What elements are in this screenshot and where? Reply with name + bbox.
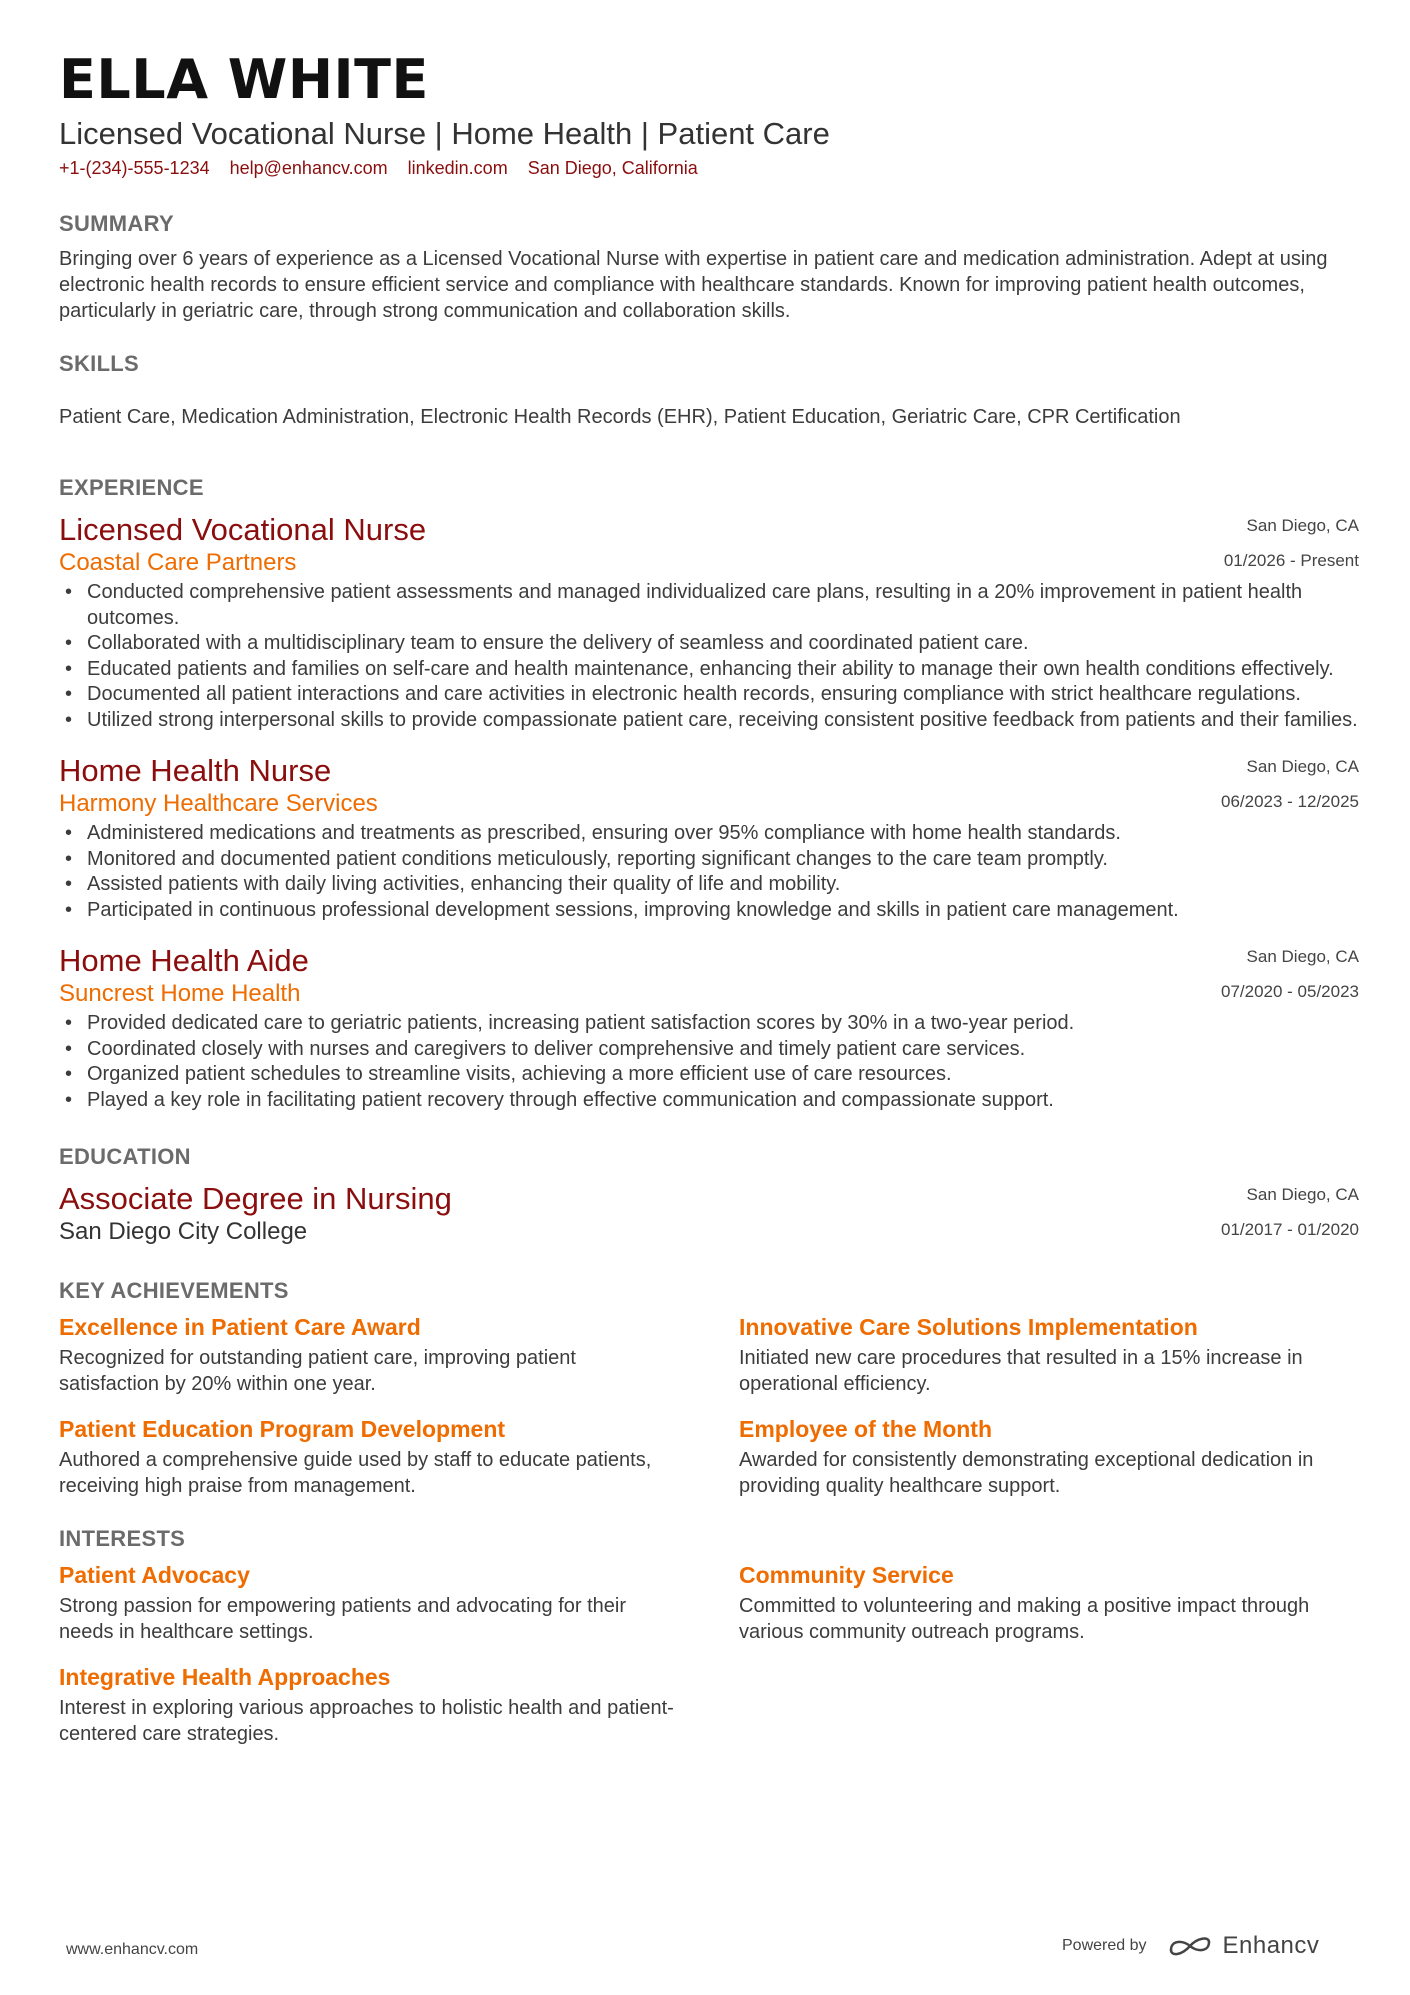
job-bullet: • Participated in continuous professional development sessions, improving knowledge and skills in patient care management. <box>59 898 1359 924</box>
interest-description: Interest in exploring various approaches to holistic health and patient-centered care strategies. <box>59 1697 674 1745</box>
experience-entry-header <box>59 943 1359 1009</box>
interest-description: Committed to volunteering and making a positive impact through various community outreach programs. <box>739 1595 1310 1643</box>
summary-title: SUMMARY <box>59 211 174 236</box>
summary-text: Bringing over 6 years of experience as a Licensed Vocational Nurse with expertise in patient care and medication administration. Adept at using electronic health records to ensure efficient service and compliance with healthcare standards. Known for improving patient health outcomes, particularly in geriatric care, through strong communication and collaboration skills. <box>59 248 1328 322</box>
education-entry <box>59 1181 1359 1247</box>
candidate-name: ELLA WHITE <box>59 48 429 111</box>
education-section <box>59 1143 1359 1247</box>
interests-column-left <box>59 1559 679 1747</box>
job-location: San Diego, CA <box>1246 947 1359 966</box>
education-dates: 01/2017 - 01/2020 <box>1220 1220 1359 1239</box>
interest-title: Patient Advocacy <box>59 1562 250 1588</box>
contact-info <box>59 156 1359 180</box>
interests-section <box>59 1525 1359 1747</box>
achievements-grid <box>59 1311 1359 1499</box>
job-bullet: • Monitored and documented patient conditions meticulously, reporting significant changes to the care team promptly. <box>59 847 1359 873</box>
achievement-title: Excellence in Patient Care Award <box>59 1314 421 1340</box>
achievement-item <box>59 1311 679 1397</box>
job-bullet: • Collaborated with a multidisciplinary team to ensure the delivery of seamless and coordinated patient care. <box>59 631 1359 657</box>
education-title: EDUCATION <box>59 1144 191 1169</box>
experience-title: EXPERIENCE <box>59 475 204 500</box>
experience-entry-header <box>59 512 1359 578</box>
education-entry-header <box>59 1181 1359 1247</box>
experience-section <box>59 474 1359 1113</box>
job-title: Home Health Nurse <box>59 753 332 788</box>
job-location: San Diego, CA <box>1246 757 1359 776</box>
interests-grid <box>59 1559 1359 1747</box>
company-name: Coastal Care Partners <box>59 549 297 576</box>
brand-name: Enhancv <box>1222 1932 1320 1959</box>
achievement-description: Recognized for outstanding patient care, improving patient satisfaction by 20% within one year. <box>59 1347 576 1395</box>
job-bullet: • Organized patient schedules to streamline visits, achieving a more efficient use of care resources. <box>59 1062 1359 1088</box>
contact-location: San Diego, California <box>527 158 698 178</box>
job-bullet: • Provided dedicated care to geriatric patients, increasing patient satisfaction scores by 30% in a two-year period. <box>59 1011 1359 1037</box>
interest-title: Community Service <box>739 1562 954 1588</box>
achievement-description: Initiated new care procedures that resulted in a 15% increase in operational efficiency. <box>739 1347 1303 1395</box>
achievement-item <box>59 1413 679 1499</box>
job-bullet: • Conducted comprehensive patient assessments and managed individualized care plans, resulting in a 20% improvement in patient health outcomes. <box>59 580 1359 631</box>
experience-entry <box>59 753 1359 923</box>
skills-title: SKILLS <box>59 351 140 376</box>
resume-header <box>59 48 1359 180</box>
achievements-section <box>59 1277 1359 1499</box>
job-bullets <box>59 821 1359 923</box>
job-bullet: • Utilized strong interpersonal skills to provide compassionate patient care, receiving consistent positive feedback from patients and their families. <box>59 708 1359 734</box>
skills-section <box>59 350 1359 430</box>
interests-title: INTERESTS <box>59 1526 186 1551</box>
experience-entry-header <box>59 753 1359 819</box>
contact-email[interactable]: help@enhancv.com <box>229 158 388 178</box>
achievement-title: Innovative Care Solutions Implementation <box>739 1314 1198 1340</box>
interest-description: Strong passion for empowering patients and advocating for their needs in healthcare settings. <box>59 1595 627 1643</box>
degree-name: Associate Degree in Nursing <box>59 1181 452 1216</box>
achievements-column-right <box>739 1311 1359 1499</box>
enhancv-logo-icon <box>1167 1934 1213 1958</box>
achievement-title: Patient Education Program Development <box>59 1416 506 1442</box>
contact-phone[interactable]: +1-(234)-555-1234 <box>59 158 210 178</box>
contact-linkedin[interactable]: linkedin.com <box>407 158 508 178</box>
job-title: Home Health Aide <box>59 943 309 978</box>
achievements-column-left <box>59 1311 679 1499</box>
footer-website[interactable]: www.enhancv.com <box>66 1941 199 1958</box>
interest-title: Integrative Health Approaches <box>59 1664 391 1690</box>
job-bullet: • Administered medications and treatments as prescribed, ensuring over 95% compliance with home health standards. <box>59 821 1359 847</box>
candidate-headline: Licensed Vocational Nurse | Home Health | Patient Care <box>59 116 830 151</box>
achievement-description: Authored a comprehensive guide used by staff to educate patients, receiving high praise from management. <box>59 1449 652 1497</box>
job-dates: 07/2020 - 05/2023 <box>1220 982 1359 1001</box>
summary-section <box>59 210 1359 324</box>
job-bullet: • Played a key role in facilitating patient recovery through effective communication and compassionate support. <box>59 1088 1359 1114</box>
interests-column-right <box>739 1559 1359 1747</box>
company-name: Suncrest Home Health <box>59 980 301 1007</box>
company-name: Harmony Healthcare Services <box>59 790 378 817</box>
job-bullets <box>59 580 1359 733</box>
footer-branding <box>1062 1932 1319 1960</box>
achievement-title: Employee of the Month <box>739 1416 992 1442</box>
job-dates: 06/2023 - 12/2025 <box>1220 792 1359 811</box>
job-bullet: • Coordinated closely with nurses and caregivers to deliver comprehensive and timely patient care services. <box>59 1037 1359 1063</box>
interest-item <box>739 1559 1359 1645</box>
experience-entry <box>59 512 1359 733</box>
job-bullet: • Documented all patient interactions and care activities in electronic health records, ensuring compliance with strict healthcare regulations. <box>59 682 1359 708</box>
achievement-item <box>739 1311 1359 1397</box>
experience-entry <box>59 943 1359 1113</box>
school-location: San Diego, CA <box>1246 1185 1359 1204</box>
achievements-title: KEY ACHIEVEMENTS <box>59 1278 289 1303</box>
interest-item <box>59 1661 679 1747</box>
job-bullet: • Assisted patients with daily living activities, enhancing their quality of life and mobility. <box>59 872 1359 898</box>
interest-item <box>59 1559 679 1645</box>
skills-text: Patient Care, Medication Administration, Electronic Health Records (EHR), Patient Education, Geriatric Care, CPR Certification <box>59 406 1181 428</box>
job-bullets <box>59 1011 1359 1113</box>
achievement-description: Awarded for consistently demonstrating exceptional dedication in providing quality healthcare support. <box>739 1449 1314 1497</box>
brand-link[interactable] <box>1167 1932 1320 1960</box>
powered-by-label: Powered by <box>1062 1937 1147 1954</box>
job-dates: 01/2026 - Present <box>1223 551 1359 570</box>
job-title: Licensed Vocational Nurse <box>59 512 427 547</box>
job-location: San Diego, CA <box>1246 516 1359 535</box>
achievement-item <box>739 1413 1359 1499</box>
job-bullet: • Educated patients and families on self-care and health maintenance, enhancing their ability to manage their own health conditions effectively. <box>59 657 1359 683</box>
resume-page <box>59 48 1359 1747</box>
school-name: San Diego City College <box>59 1218 308 1245</box>
